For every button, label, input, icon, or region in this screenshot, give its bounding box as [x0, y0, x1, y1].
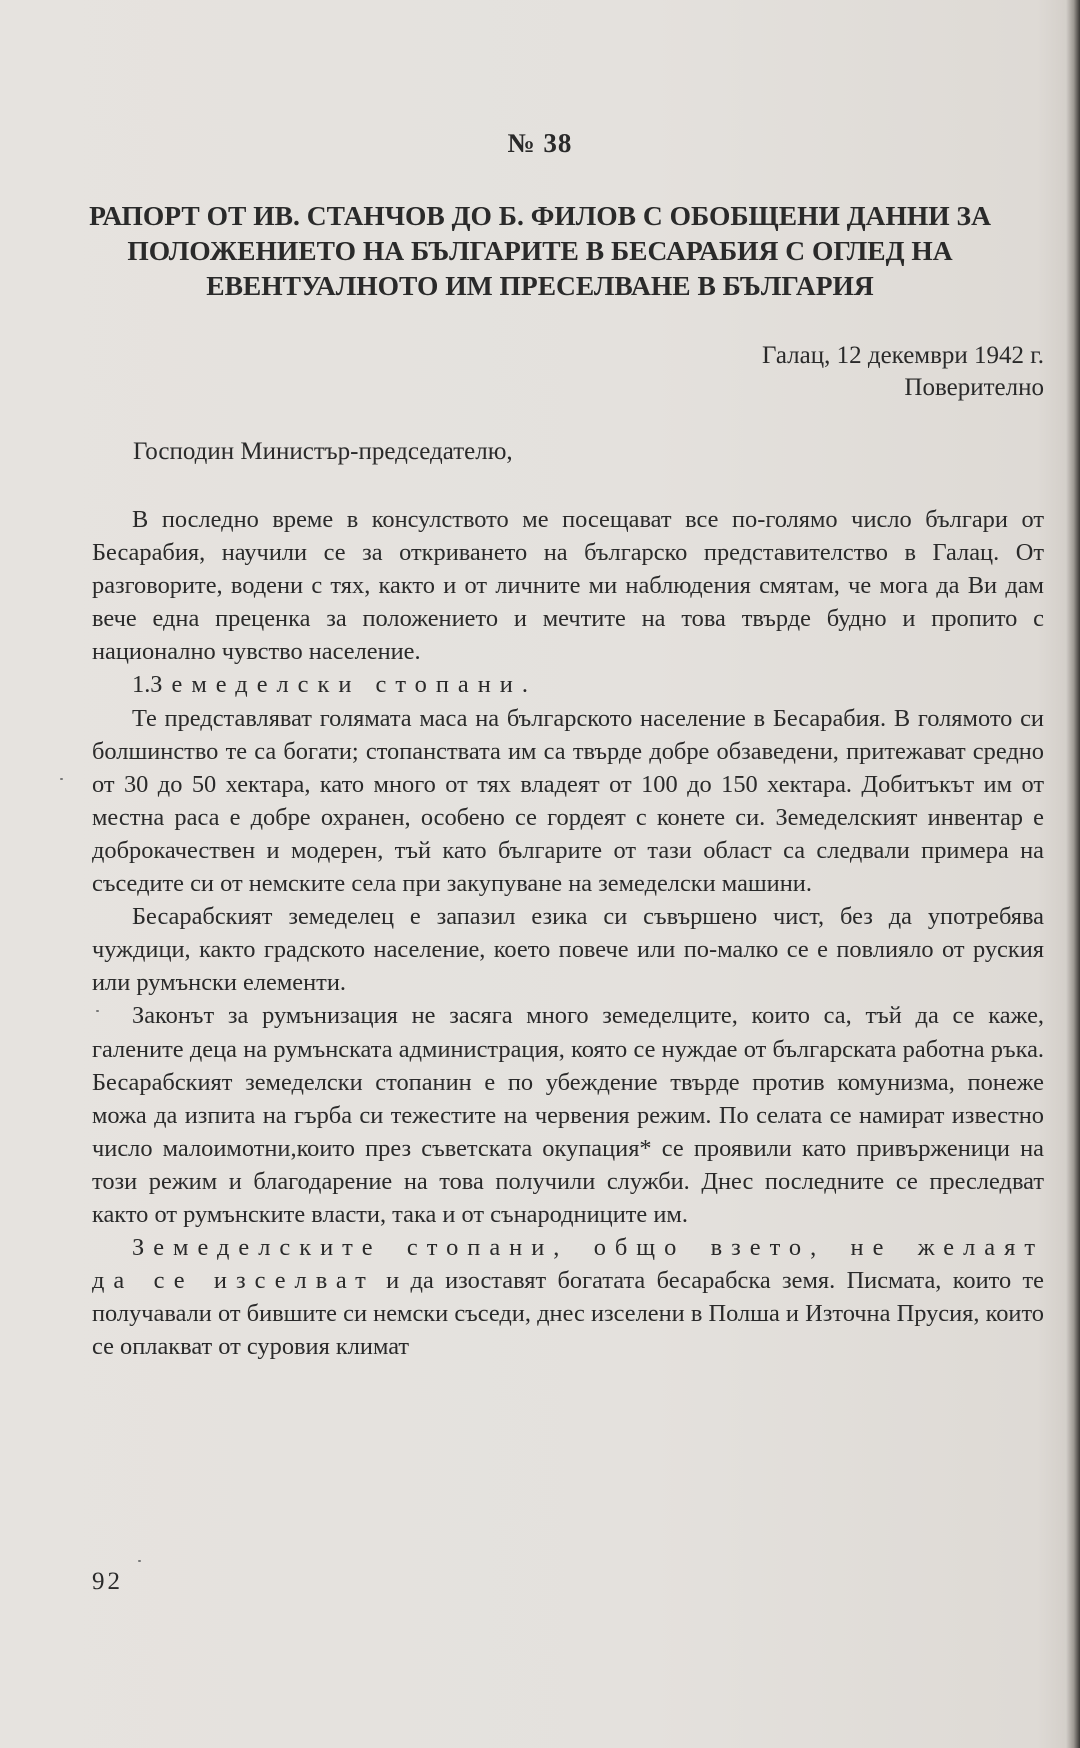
emphasized-phrase: Земеделските стопани, общо взето, не желаят да се изселват — [92, 1234, 1044, 1295]
print-speck — [60, 778, 63, 780]
document-body — [92, 503, 1044, 1363]
document-title: РАПОРТ ОТ ИВ. СТАНЧОВ ДО Б. ФИЛОВ С ОБОБЩЕНИ ДАННИ ЗА ПОЛОЖЕНИЕТО НА БЪЛГАРИТЕ В БЕСАРАБИЯ С ОГЛЕД НА ЕВЕНТУАЛНОТО ИМ ПРЕСЕЛВАНЕ В БЪЛГАРИЯ — [89, 200, 991, 301]
section-number: 1. — [132, 671, 151, 699]
place-date: Галац, 12 декември 1942 г. — [762, 342, 1044, 369]
paragraph-language: Бесарабският земеделец е запазил езика си съвършено чист, без да употребява чуждици, както градското население, което повече или по-малко се е повлияло от руския или румънски елементи. — [92, 903, 1044, 997]
paragraph-farmers: Те представляват голямата маса на българското население в Бесарабия. В голямото си болшинство те са богати; стопанствата им са твърде добре обзаведени, притежават средно от 30 до 50 хектара, като много от тях владеят от 100 до 150 хектара. Добитъкът им от местна раса е добре охранен, особено се гордеят с конете си. Земеделският инвентар е доброкачествен и модерен, тъй като българите от тази област са следвали примера на съседите си от немските села при закупуване на земеделски машини. — [92, 704, 1044, 898]
section-heading — [92, 668, 1044, 701]
dateline — [762, 340, 1044, 404]
classification-mark: Поверително — [904, 374, 1044, 401]
print-speck — [138, 1560, 141, 1562]
salutation: Господин Министър-председателю, — [133, 438, 513, 465]
page-number: 92 — [92, 1568, 123, 1595]
section-title: Земеделски стопани. — [150, 671, 537, 699]
paragraph-emigration — [92, 1231, 1044, 1363]
page-edge-shadow — [1066, 0, 1080, 1748]
paragraph-intro: В последно време в консулството ме посещават все по-голямо число българи от Бесарабия, научили се за откриването на българско представителство в Галац. От разговорите, водени с тях, както и от личните ми наблюдения смятам, че мога да Ви дам вече една преценка за положението и мечтите на това твърде будно и пропито с национално чувство население. — [92, 506, 1044, 666]
document-number: № 38 — [507, 128, 573, 158]
paragraph-romanization: Законът за румънизация не засяга много земеделците, които са, тъй да се каже, галените деца на румънската администрация, която се нуждае от българската работна ръка. Бесарабският земеделски стопанин е по убеждение твърде против комунизма, понеже можа да изпита на гърба си тежестите на червения режим. По селата се намират известно число малоимотни,които през съветската окупация* се проявили като привърженици на този режим и благодарение на това получили служби. Днес последните се преследват както от румънските власти, така и от сънародниците им. — [92, 1002, 1044, 1228]
paragraph-continuation: и да изоставят богатата бесарабска земя. Писмата, които те получавали от бившите си немски съседи, днес изселени в Полша и Източна Прусия, които се оплакват от суровия климат — [92, 1267, 1044, 1361]
print-speck — [96, 1010, 99, 1012]
